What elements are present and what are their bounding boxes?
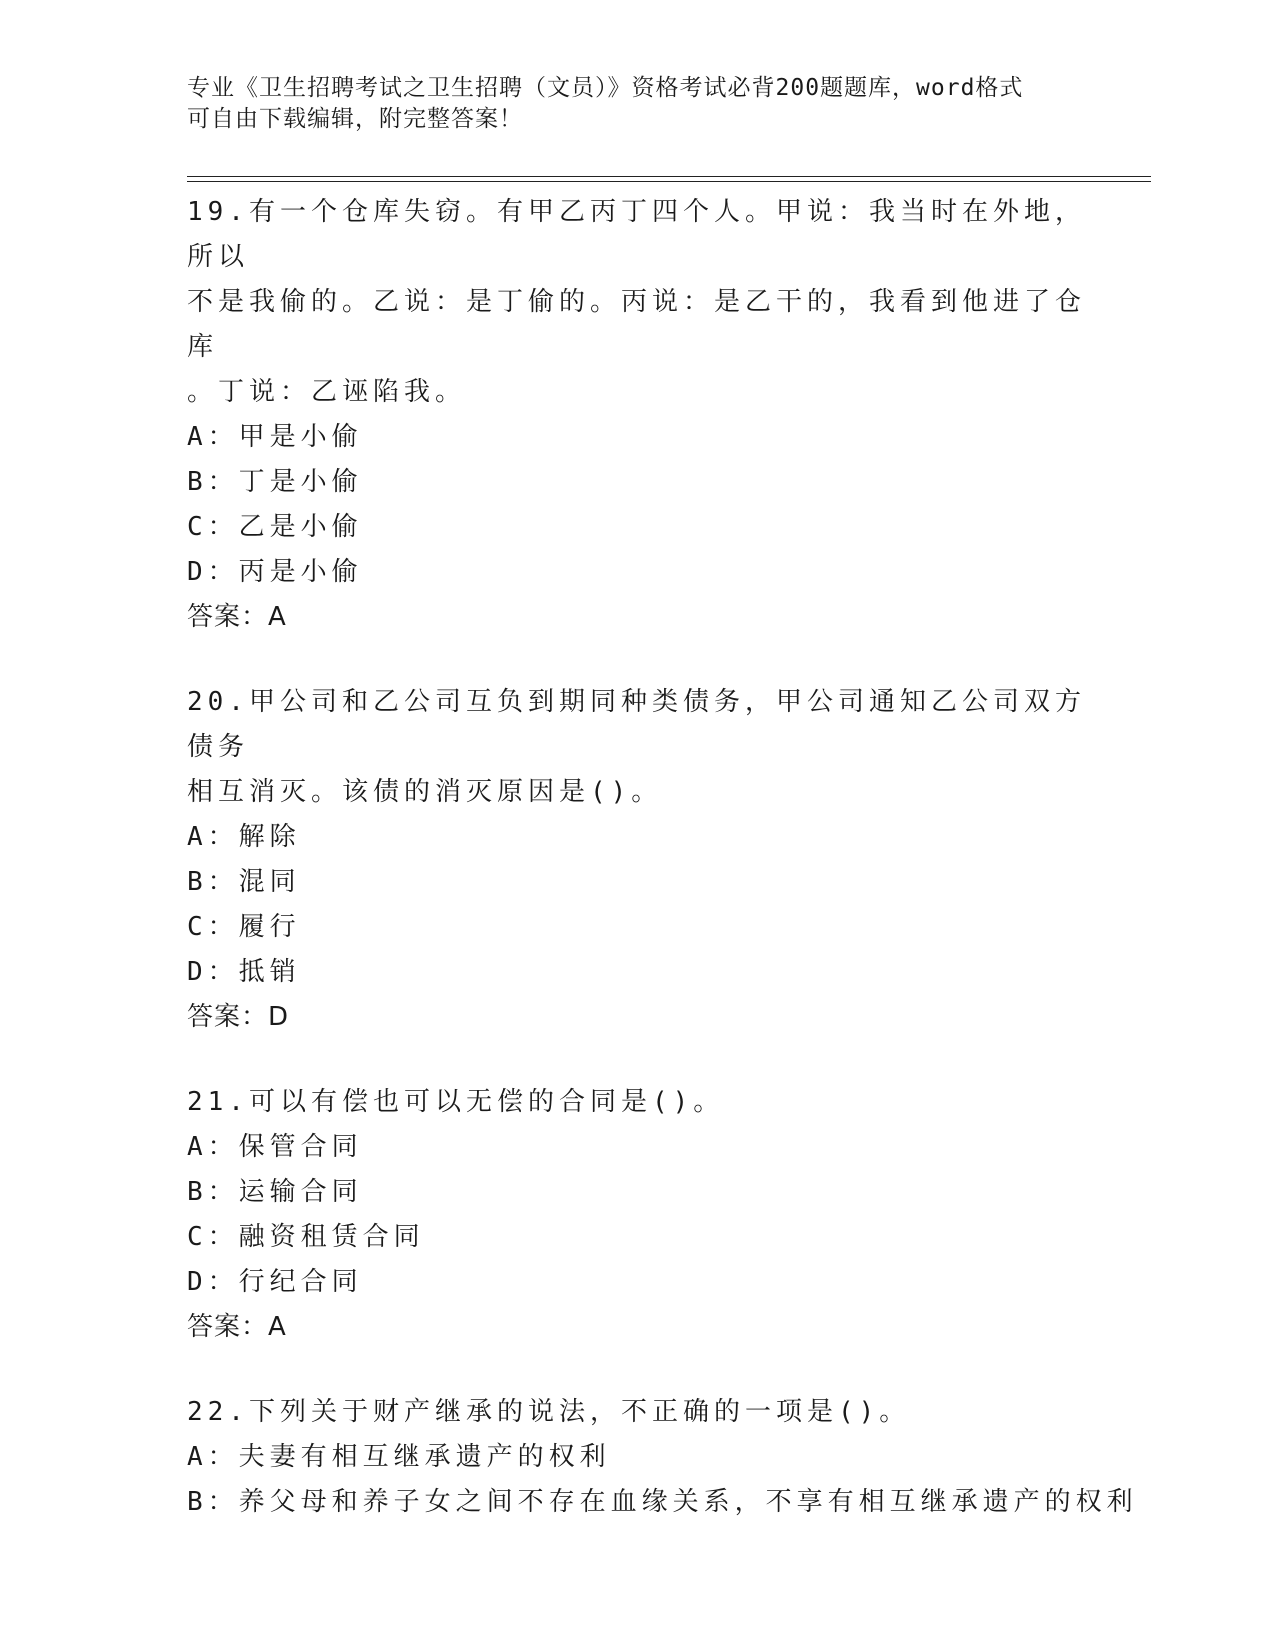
- question-19: [187, 190, 1087, 640]
- option-c: C：履行: [187, 912, 301, 942]
- option-d: D：抵销: [187, 957, 301, 987]
- option-b: B：丁是小偷: [187, 467, 363, 497]
- question-list: [187, 190, 1138, 1565]
- header-line-1: 专业《卫生招聘考试之卫生招聘（文员）》资格考试必背200题题库，word格式: [187, 75, 1024, 101]
- header-line-2: 可自由下载编辑，附完整答案！: [187, 106, 523, 132]
- answer-line: 答案：A: [187, 1312, 287, 1342]
- header-divider-top: [187, 176, 1151, 177]
- option-b: B：混同: [187, 867, 301, 897]
- question-text-line: 。丁说：乙诬陷我。: [187, 377, 467, 407]
- option-a: A：甲是小偷: [187, 422, 363, 452]
- document-header: [187, 73, 1087, 135]
- answer-line: 答案：D: [187, 1002, 290, 1032]
- option-c: C：乙是小偷: [187, 512, 363, 542]
- question-text-line: 21.可以有偿也可以无偿的合同是()。: [187, 1087, 725, 1117]
- option-a: A：解除: [187, 822, 301, 852]
- option-a: A：保管合同: [187, 1132, 363, 1162]
- option-b: B：养父母和养子女之间不存在血缘关系，不享有相互继承遗产的权利: [187, 1487, 1138, 1517]
- question-20: [187, 680, 1087, 1040]
- option-d: D：丙是小偷: [187, 557, 363, 587]
- question-text-line: 相互消灭。该债的消灭原因是()。: [187, 777, 663, 807]
- option-b: B：运输合同: [187, 1177, 363, 1207]
- question-text-line: 不是我偷的。乙说：是丁偷的。丙说：是乙干的，我看到他进了仓库: [187, 287, 1087, 362]
- option-d: D：行纪合同: [187, 1267, 363, 1297]
- option-c: C：融资租赁合同: [187, 1222, 425, 1252]
- question-text-line: 20.甲公司和乙公司互负到期同种类债务，甲公司通知乙公司双方债务: [187, 687, 1086, 762]
- header-divider-bottom: [187, 181, 1151, 182]
- answer-line: 答案：A: [187, 602, 287, 632]
- option-a: A：夫妻有相互继承遗产的权利: [187, 1442, 611, 1472]
- question-text-line: 19.有一个仓库失窃。有甲乙丙丁四个人。甲说：我当时在外地，所以: [187, 197, 1086, 272]
- question-text-line: 22.下列关于财产继承的说法，不正确的一项是()。: [187, 1397, 911, 1427]
- question-22: [187, 1390, 1138, 1525]
- question-21: [187, 1080, 1087, 1350]
